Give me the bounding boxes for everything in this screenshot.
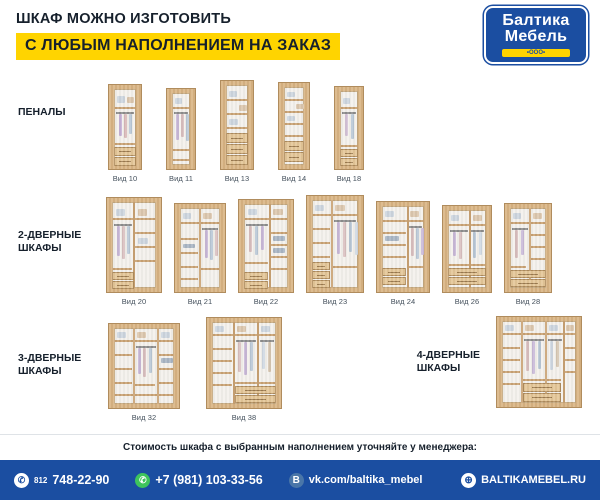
phone-1[interactable] xyxy=(14,473,109,488)
product-caption: Вид 21 xyxy=(187,297,213,306)
vk-icon: B xyxy=(289,473,304,488)
phone-1-prefix: 812 xyxy=(34,475,48,485)
logo-word-2: Мебель xyxy=(504,28,568,45)
globe-icon: ⊕ xyxy=(461,473,476,488)
section-label-2door-line2: ШКАФЫ xyxy=(18,242,62,255)
product-item[interactable] xyxy=(220,80,254,183)
vk-link[interactable] xyxy=(289,473,423,488)
product-item[interactable] xyxy=(106,197,162,306)
product-caption: Вид 28 xyxy=(515,297,541,306)
product-caption: Вид 32 xyxy=(131,413,157,422)
product-item[interactable] xyxy=(334,86,364,183)
product-item[interactable] xyxy=(206,317,282,422)
product-item[interactable] xyxy=(108,84,142,183)
section-3door xyxy=(10,316,590,422)
logo-word-1: Балтика xyxy=(502,12,570,29)
phone-1-number: 748-22-90 xyxy=(52,473,110,487)
product-caption: Вид 24 xyxy=(390,297,416,306)
phone-2[interactable] xyxy=(135,473,262,488)
phone-2-number: +7 (981) 103-33-56 xyxy=(155,473,263,487)
footer-contact-bar xyxy=(0,460,600,500)
product-caption: Вид 38 xyxy=(231,413,257,422)
product-item[interactable] xyxy=(238,199,294,306)
section-label-4door-line2: ШКАФЫ xyxy=(416,362,461,374)
product-caption: Вид 23 xyxy=(322,297,348,306)
product-item[interactable] xyxy=(306,195,364,306)
section-label-4door-line1: 4-ДВЕРНЫЕ xyxy=(416,348,480,361)
vk-label: vk.com/baltika_mebel xyxy=(308,474,423,486)
website-label: BALTIKAMEBEL.RU xyxy=(481,474,586,486)
company-logo xyxy=(484,6,588,64)
section-label-penaly: ПЕНАЛЫ xyxy=(18,106,66,118)
threedoor-row xyxy=(102,316,590,422)
twodoor-row xyxy=(102,195,590,306)
product-item[interactable] xyxy=(278,82,310,183)
headline-banner: С ЛЮБЫМ НАПОЛНЕНИЕМ НА ЗАКАЗ xyxy=(16,33,340,60)
phone-icon: ✆ xyxy=(14,473,29,488)
whatsapp-icon: ✆ xyxy=(135,473,150,488)
penaly-row xyxy=(102,80,590,183)
product-item[interactable] xyxy=(108,323,180,422)
product-caption: Вид 20 xyxy=(121,297,147,306)
product-caption: Вид 14 xyxy=(281,174,307,183)
product-item[interactable] xyxy=(496,316,582,408)
headline-top: ШКАФ МОЖНО ИЗГОТОВИТЬ xyxy=(16,11,231,27)
product-item[interactable] xyxy=(166,88,196,183)
product-caption: Вид 13 xyxy=(224,174,250,183)
product-caption: Вид 10 xyxy=(112,174,138,183)
product-caption: Вид 11 xyxy=(168,174,194,183)
product-caption: Вид 22 xyxy=(253,297,279,306)
section-2door xyxy=(10,195,590,306)
header xyxy=(0,0,600,72)
section-label-2door xyxy=(10,195,102,255)
website-link[interactable] xyxy=(461,473,586,488)
logo-ribbon: •ООО• xyxy=(502,49,569,57)
product-item[interactable] xyxy=(504,203,552,306)
product-item[interactable] xyxy=(442,205,492,306)
product-caption: Вид 18 xyxy=(336,174,362,183)
product-caption: Вид 26 xyxy=(454,297,480,306)
section-penaly xyxy=(10,80,590,183)
catalog-body xyxy=(0,80,600,422)
product-item[interactable] xyxy=(376,201,430,306)
product-item[interactable] xyxy=(174,203,226,306)
section-label-3door xyxy=(10,316,102,378)
section-label-4door xyxy=(417,349,480,375)
section-label-3door-line1: 3-ДВЕРНЫЕ xyxy=(18,352,82,364)
footer-note: Стоимость шкафа с выбранным наполнением уточняйте у менеджера: xyxy=(0,434,600,460)
section-label-2door-line1: 2-ДВЕРНЫЕ xyxy=(18,229,82,241)
section-label-3door-line2: ШКАФЫ xyxy=(18,365,62,378)
